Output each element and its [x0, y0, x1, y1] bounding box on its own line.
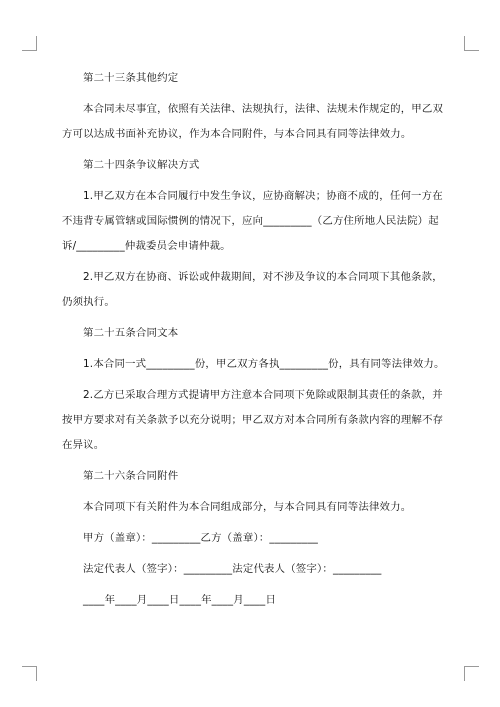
signature-dates-line: ____年____月____日____年____月____日	[83, 594, 277, 606]
article-26-paragraph: 本合同项下有关附件为本合同组成部分，与本合同具有同等法律效力。	[83, 501, 412, 513]
crop-mark-top-left	[22, 36, 37, 51]
article-25-paragraph-2: 2.乙方已采取合理方式提请甲方注意本合同项下免除或限制其责任的条款，并按甲方要求对有关条款予以充分说明；甲乙双方对本合同所有条款内容的理解不存在异议。	[62, 389, 444, 451]
article-24-paragraph-2: 2.甲乙双方在协商、诉讼或仲裁期间，对不涉及争议的本合同项下其他条款，仍须执行。	[62, 271, 443, 308]
signature-parties-line: 甲方（盖章）：_________乙方（盖章）：_________	[83, 532, 318, 544]
signature-representatives-line: 法定代表人（签字）：_________法定代表人（签字）：_________	[83, 563, 382, 575]
article-25-title: 第二十五条合同文本	[83, 327, 179, 339]
crop-mark-bottom-right	[464, 666, 479, 681]
article-24-paragraph-1: 1.甲乙双方在本合同履行中发生争议，应协商解决；协商不成的，任何一方在不违背专属管辖或国际惯例的情况下，应向_________（乙方住所地人民法院）起诉/_________仲裁委员会申请仲裁。	[62, 190, 443, 252]
crop-mark-top-right	[464, 36, 479, 51]
crop-mark-bottom-left	[22, 666, 37, 681]
article-23-title: 第二十三条其他约定	[83, 72, 179, 84]
article-23-paragraph: 本合同未尽事宜，依照有关法律、法规执行，法律、法规未作规定的，甲乙双方可以达成书面补充协议，作为本合同附件，与本合同具有同等法律效力。	[62, 103, 444, 140]
article-25-paragraph-1: 1.本合同一式_________份，甲乙双方各执_________份，具有同等法律效力。	[83, 358, 445, 370]
article-26-title: 第二十六条合同附件	[83, 470, 179, 482]
article-24-title: 第二十四条争议解决方式	[83, 159, 200, 171]
document-body	[62, 66, 446, 613]
